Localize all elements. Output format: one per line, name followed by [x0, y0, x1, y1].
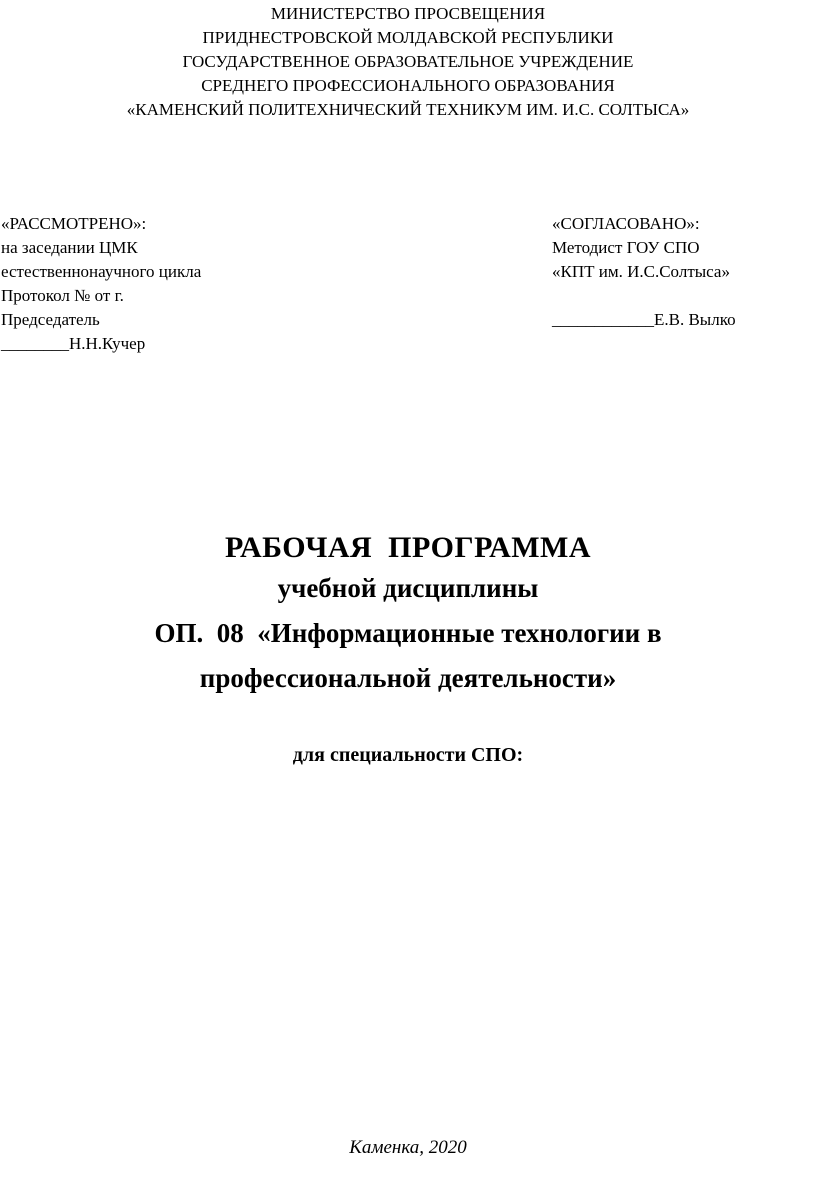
considered-meeting-line: на заседании ЦМК	[1, 238, 138, 257]
header-line-institution-type: ГОСУДАРСТВЕННОЕ ОБРАЗОВАТЕЛЬНОЕ УЧРЕЖДЕНИЕ	[182, 52, 634, 71]
header-line-republic: ПРИДНЕСТРОВСКОЙ МОЛДАВСКОЙ РЕСПУБЛИКИ	[202, 28, 614, 47]
document-title: РАБОЧАЯ ПРОГРАММА	[224, 531, 592, 564]
considered-chairman-line: Председатель	[1, 310, 100, 329]
document-subtitle-discipline: учебной дисциплины	[277, 573, 539, 603]
agreed-blank-line	[552, 284, 736, 308]
agreed-institution-line: «КПТ им. И.С.Солтыса»	[552, 262, 730, 281]
header-line-ministry: МИНИСТЕРСТВО ПРОСВЕЩЕНИЯ	[270, 4, 546, 23]
institution-header	[0, 2, 816, 122]
considered-signature-line: ________Н.Н.Кучер	[1, 334, 146, 353]
approval-considered-block	[1, 212, 201, 356]
header-line-education-level: СРЕДНЕГО ПРОФЕССИОНАЛЬНОГО ОБРАЗОВАНИЯ	[201, 76, 615, 95]
agreed-heading: «СОГЛАСОВАНО»:	[552, 214, 700, 233]
approval-agreed-block	[552, 212, 736, 332]
header-line-institution-name: «КАМЕНСКИЙ ПОЛИТЕХНИЧЕСКИЙ ТЕХНИКУМ ИМ. И.С. СОЛТЫСА»	[126, 100, 690, 119]
specialty-line: для специальности СПО:	[292, 744, 524, 766]
considered-heading: «РАССМОТРЕНО»:	[1, 214, 147, 233]
agreed-methodist-line: Методист ГОУ СПО	[552, 238, 700, 257]
considered-protocol-line: Протокол № от г.	[1, 286, 124, 305]
document-title-block	[0, 530, 816, 701]
document-subtitle-course-cont: профессиональной деятельности»	[199, 663, 617, 693]
place-year-footer: Каменка, 2020	[349, 1137, 467, 1158]
considered-cycle-line: естественнонаучного цикла	[1, 262, 202, 281]
document-subtitle-course: ОП. 08 «Информационные технологии в	[154, 618, 662, 648]
agreed-signature-line: ____________Е.В. Вылко	[552, 310, 736, 329]
